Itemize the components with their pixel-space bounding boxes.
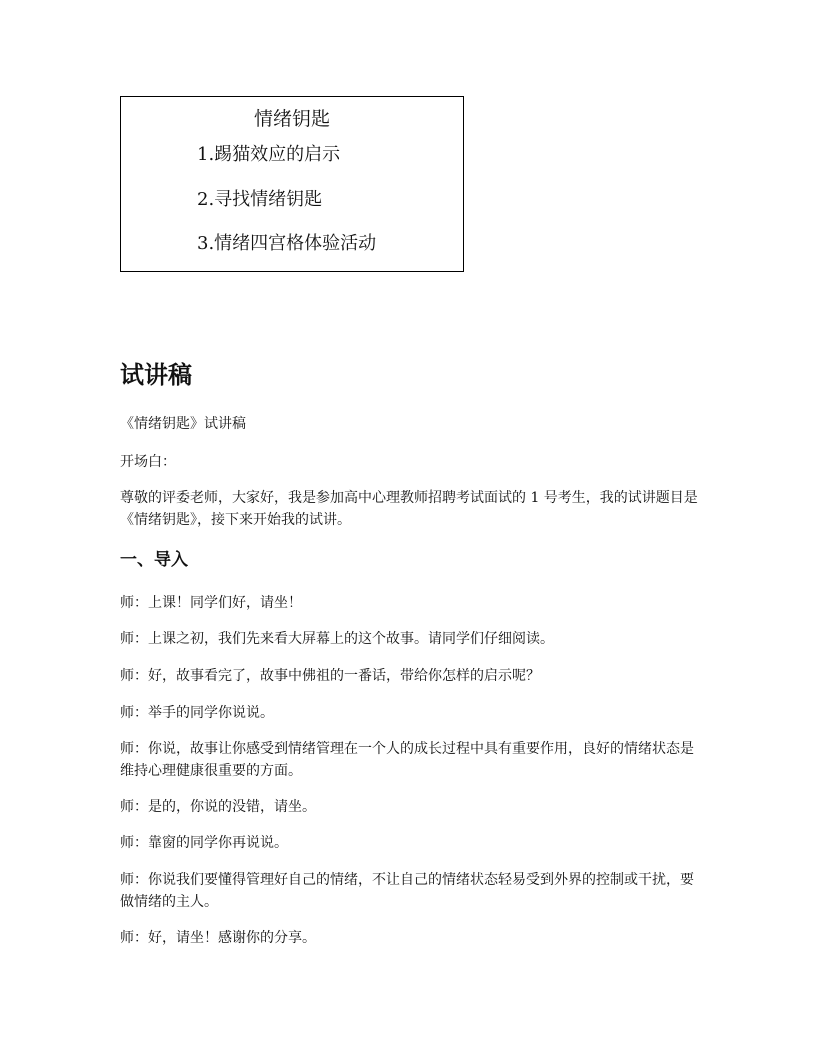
section-heading: 一、导入	[120, 550, 188, 570]
dialogue-paragraph: 师：是的，你说的没错，请坐。	[120, 799, 316, 815]
dialogue-paragraph: 师：你说我们要懂得管理好自己的情绪，不让自己的情绪状态轻易受到外界的控制或干扰，要做情绪的主人。	[120, 872, 694, 910]
opening-label: 开场白：	[120, 454, 176, 470]
dialogue-paragraph: 师：上课！同学们好，请坐！	[120, 595, 302, 611]
outline-item: 1.踢猫效应的启示	[197, 144, 341, 165]
outline-title: 情绪钥匙	[253, 108, 330, 130]
page-title: 试讲稿	[120, 361, 192, 389]
dialogue-paragraph: 师：你说，故事让你感受到情绪管理在一个人的成长过程中具有重要作用，良好的情绪状态是维持心理健康很重要的方面。	[120, 741, 694, 779]
opening-paragraph: 尊敬的评委老师，大家好，我是参加高中心理教师招聘考试面试的 1 号考生，我的试讲题目是《情绪钥匙》，接下来开始我的试讲。	[120, 490, 698, 528]
dialogue-paragraph: 师：举手的同学你说说。	[120, 705, 274, 721]
outline-item: 3.情绪四宫格体验活动	[197, 233, 377, 254]
outline-item: 2.寻找情绪钥匙	[197, 189, 323, 210]
dialogue-paragraph: 师：靠窗的同学你再说说。	[120, 835, 288, 851]
outline-box	[120, 96, 464, 272]
dialogue-paragraph: 师：好，故事看完了，故事中佛祖的一番话，带给你怎样的启示呢？	[120, 668, 540, 684]
dialogue-paragraph: 师：上课之初，我们先来看大屏幕上的这个故事。请同学们仔细阅读。	[120, 631, 554, 647]
dialogue-paragraph: 师：好，请坐！感谢你的分享。	[120, 930, 316, 946]
doc-subtitle: 《情绪钥匙》试讲稿	[120, 416, 246, 432]
